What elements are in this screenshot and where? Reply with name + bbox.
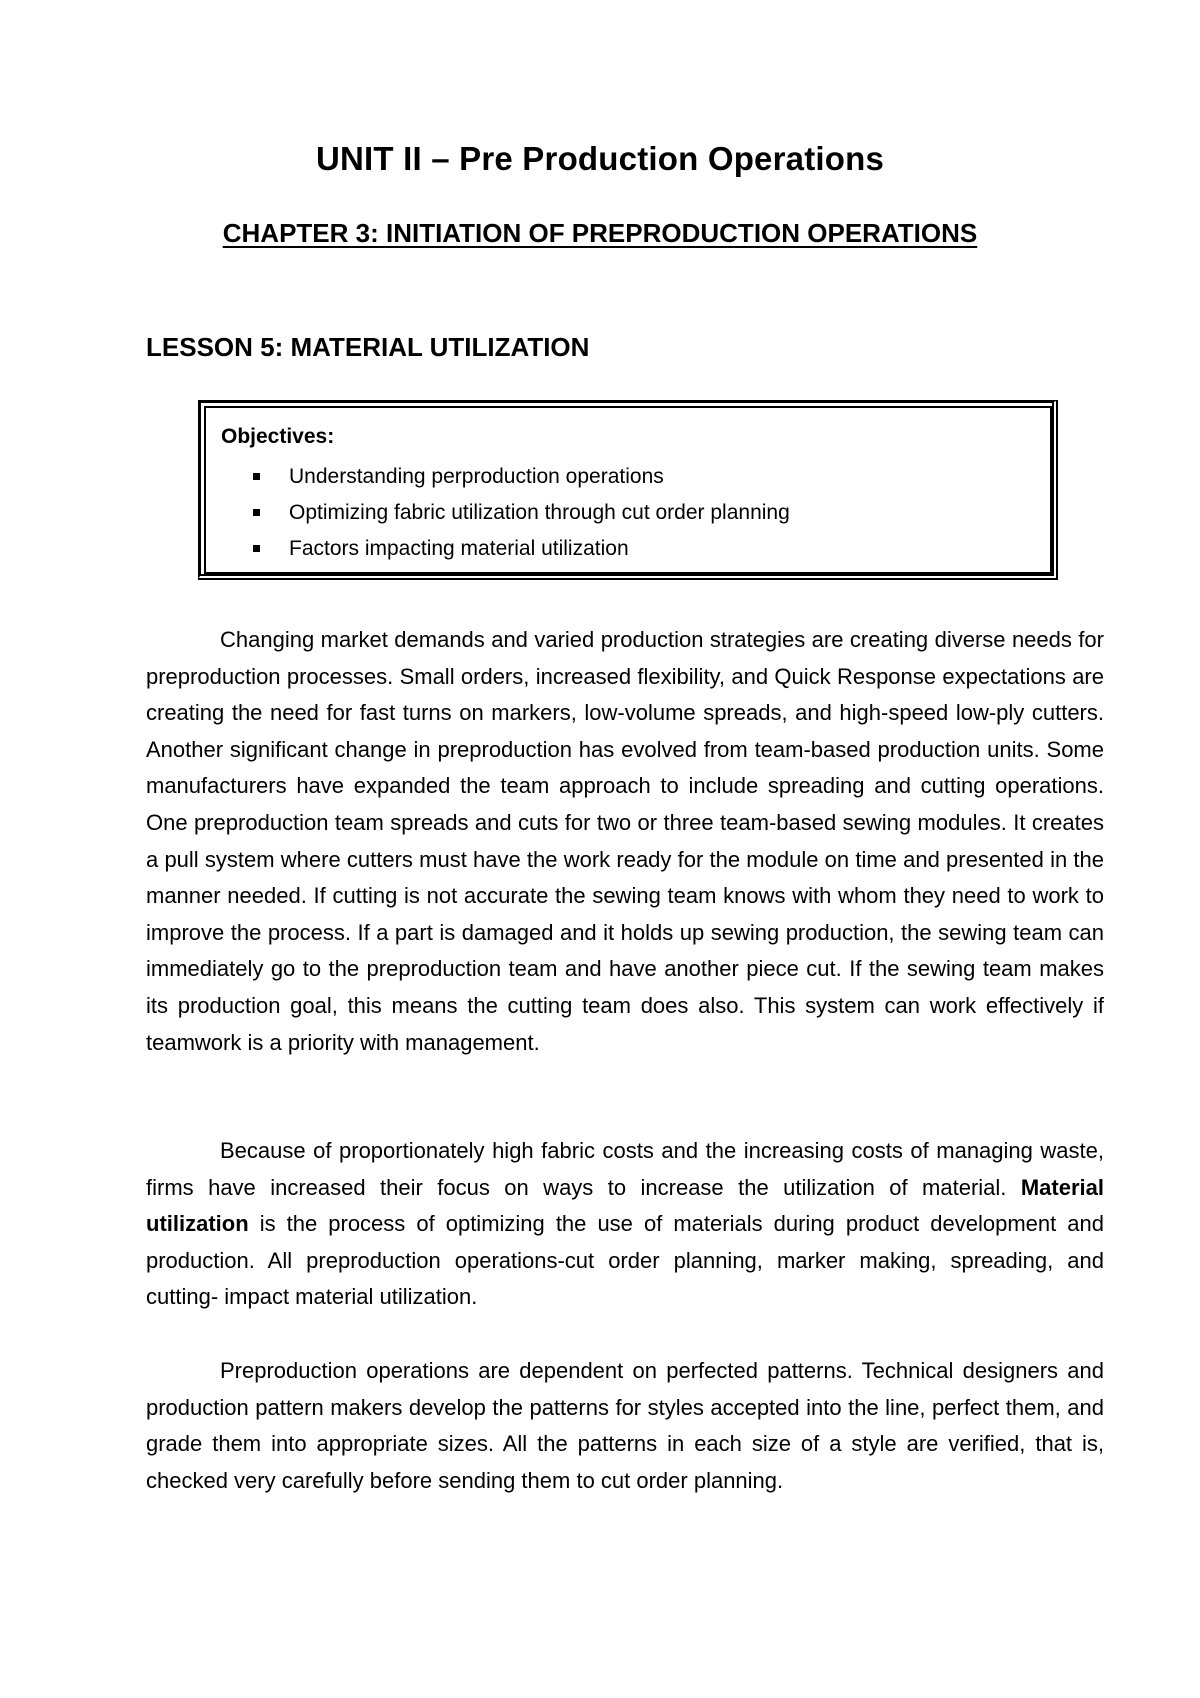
objective-text: Understanding perproduction operations [289,465,664,488]
paragraph-2-intro: Because of proportionately high fabric costs and the increasing costs of managing waste, firms have increased their focus on ways to increase the utilization of material. [146,1138,1104,1200]
square-bullet-icon [253,473,260,480]
body-paragraph-2 [146,1133,1104,1316]
objectives-heading: Objectives: [221,425,335,448]
objective-item [253,459,790,495]
objectives-box [198,400,1058,580]
body-paragraph-1: Changing market demands and varied production strategies are creating diverse needs for preproduction processes. Small orders, increased flexibility, and Quick Response expectations are creating the need for fast turns on markers, low-volume spreads, and high-speed low-ply cutters. Another significant change in preproduction has evolved from team-based production units. Some manufacturers have expanded the team approach to include spreading and cutting operations. One preproduction team spreads and cuts for two or three team-based sewing modules. It creates a pull system where cutters must have the work ready for the module on time and presented in the manner needed. If cutting is not accurate the sewing team knows with whom they need to work to improve the process. If a part is damaged and it holds up sewing production, the sewing team can immediately go to the preproduction team and have another piece cut. If the sewing team makes its production goal, this means the cutting team does also. This system can work effectively if teamwork is a priority with management. [146,627,1104,1055]
paragraph-2-definition: is the process of optimizing the use of materials during product development and production. All preproduction operations-cut order planning, marker making, spreading, and cutting- impact material utilization. [146,1211,1104,1310]
square-bullet-icon [253,509,260,516]
objective-text: Optimizing fabric utilization through cut order planning [289,501,790,524]
objective-text: Factors impacting material utilization [289,537,629,560]
objective-item [253,495,790,531]
objective-item [253,531,790,567]
objectives-list [253,459,790,567]
chapter-title: CHAPTER 3: INITIATION OF PREPRODUCTION OPERATIONS [222,218,978,248]
lesson-title: LESSON 5: MATERIAL UTILIZATION [146,332,590,362]
material-utilization-term: Material utilization [146,1174,1104,1237]
body-paragraph-3: Preproduction operations are dependent on perfected patterns. Technical designers and production pattern makers develop the patterns for styles accepted into the line, perfect them, and grade them into appropriate sizes. All the patterns in each size of a style are verified, that is, checked very carefully before sending them to cut order planning. [146,1358,1104,1493]
square-bullet-icon [253,545,260,552]
unit-title: UNIT II – Pre Production Operations [315,140,885,177]
